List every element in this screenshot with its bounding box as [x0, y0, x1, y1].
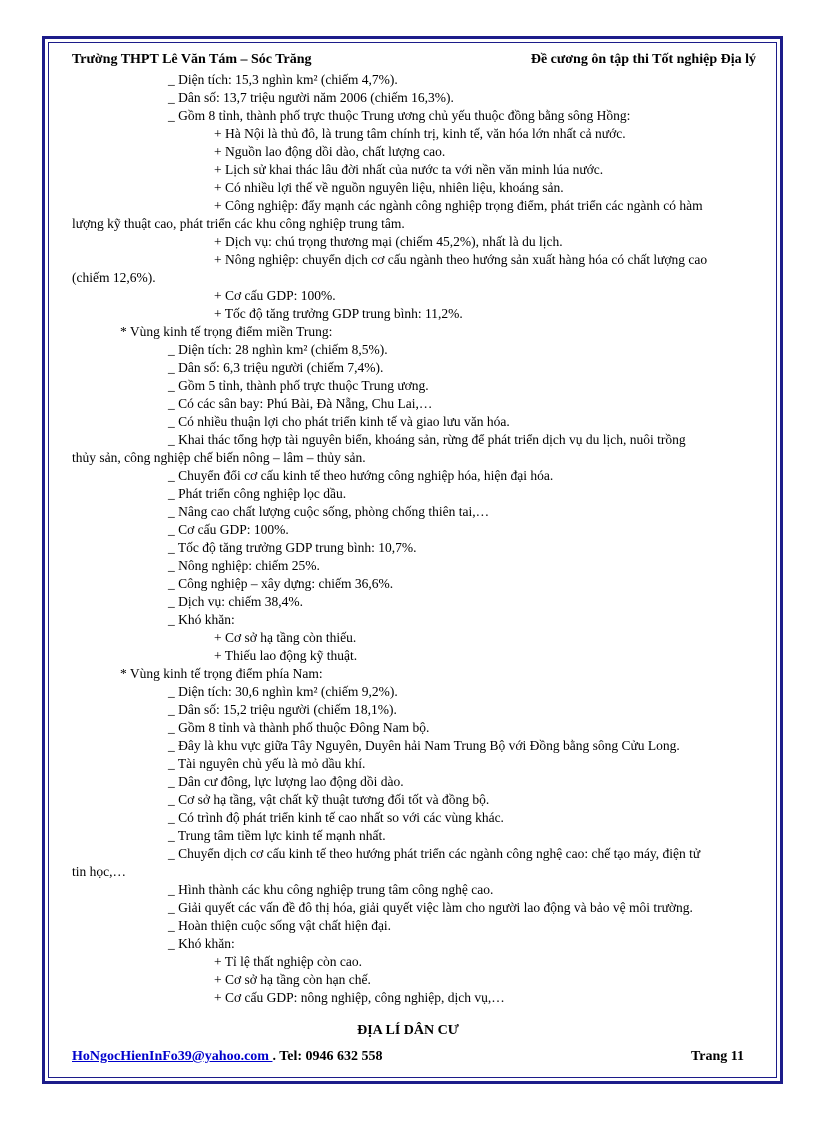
document-title: Đề cương ôn tập thi Tốt nghiệp Địa lý — [530, 52, 756, 67]
section-title: ĐỊA LÍ DÂN CƯ — [357, 1023, 459, 1038]
text-line: _ Nâng cao chất lượng cuộc sống, phòng chống thiên tai,… — [168, 504, 490, 519]
text-line: + Thiếu lao động kỹ thuật. — [214, 648, 358, 663]
text-line: + Cơ sở hạ tầng còn hạn chế. — [214, 972, 371, 987]
text-line: _ Tài nguyên chủ yếu là mỏ dầu khí. — [168, 756, 366, 771]
text-line: _ Khó khăn: — [168, 612, 235, 627]
text-line: _ Gồm 8 tỉnh và thành phố thuộc Đông Nam bộ. — [168, 720, 430, 735]
text-line: _ Diện tích: 15,3 nghìn km² (chiếm 4,7%). — [168, 72, 398, 87]
text-line: _ Giải quyết các vấn đề đô thị hóa, giải quyết việc làm cho người lao động và bảo vệ môi trường. — [168, 900, 693, 915]
text-line: + Tốc độ tăng trưởng GDP trung bình: 11,2%. — [214, 306, 463, 321]
page-footer — [72, 1049, 744, 1069]
page-number: Trang 11 — [690, 1049, 744, 1064]
text-line: _ Có nhiều thuận lợi cho phát triển kinh tế và giao lưu văn hóa. — [168, 414, 510, 429]
text-line: _ Cơ cấu GDP: 100%. — [168, 522, 289, 537]
text-line: + Nông nghiệp: chuyển dịch cơ cấu ngành theo hướng sản xuất hàng hóa có chất lượng cao — [214, 252, 708, 267]
text-line: _ Dân cư đông, lực lượng lao động dồi dào. — [168, 774, 404, 789]
text-line: + Cơ sở hạ tầng còn thiếu. — [214, 630, 357, 645]
text-line: + Cơ cấu GDP: nông nghiệp, công nghiệp, dịch vụ,… — [214, 990, 505, 1005]
text-line: + Nguồn lao động dồi dào, chất lượng cao. — [214, 144, 446, 159]
text-line: + Cơ cấu GDP: 100%. — [214, 288, 336, 303]
text-line: _ Gồm 8 tỉnh, thành phố trực thuộc Trung ương chủ yếu thuộc đồng bằng sông Hồng: — [168, 108, 631, 123]
text-line: tin học,… — [72, 864, 126, 879]
page-header — [72, 52, 756, 72]
phone-number: . Tel: 0946 632 558 — [272, 1049, 383, 1064]
text-line: _ Có các sân bay: Phú Bài, Đà Nẵng, Chu Lai,… — [168, 396, 433, 411]
text-line: _ Khó khăn: — [168, 936, 235, 951]
text-line: + Lịch sử khai thác lâu đời nhất của nước ta với nền văn minh lúa nước. — [214, 162, 604, 177]
text-line: _ Dân số: 13,7 triệu người năm 2006 (chiếm 16,3%). — [168, 90, 454, 105]
text-line: _ Dân số: 15,2 triệu người (chiếm 18,1%). — [168, 702, 397, 717]
text-line: _ Chuyển dịch cơ cấu kinh tế theo hướng phát triển các ngành công nghệ cao: chế tạo máy, điện tử — [168, 846, 701, 861]
text-line: _ Có trình độ phát triển kinh tế cao nhất so với các vùng khác. — [168, 810, 504, 825]
text-line: _ Công nghiệp – xây dựng: chiếm 36,6%. — [168, 576, 394, 591]
text-line: _ Dịch vụ: chiếm 38,4%. — [168, 594, 303, 609]
text-line: (chiếm 12,6%). — [72, 270, 156, 285]
text-line: _ Chuyển đổi cơ cấu kinh tế theo hướng công nghiệp hóa, hiện đại hóa. — [168, 468, 554, 483]
text-line: _ Diện tích: 28 nghìn km² (chiếm 8,5%). — [168, 342, 388, 357]
document-body — [72, 71, 756, 1007]
text-line: _ Cơ sở hạ tầng, vật chất kỹ thuật tương đối tốt và đồng bộ. — [168, 792, 490, 807]
text-line: _ Diện tích: 30,6 nghìn km² (chiếm 9,2%). — [168, 684, 398, 699]
text-line: _ Gồm 5 tỉnh, thành phố trực thuộc Trung ương. — [168, 378, 429, 393]
text-line: * Vùng kinh tế trọng điểm miền Trung: — [120, 324, 333, 339]
text-line: _ Phát triển công nghiệp lọc dầu. — [168, 486, 347, 501]
text-line: _ Tốc độ tăng trưởng GDP trung bình: 10,7%. — [168, 540, 417, 555]
text-line: + Có nhiều lợi thế về nguồn nguyên liệu, nhiên liệu, khoáng sản. — [214, 180, 564, 195]
text-line: _ Đây là khu vực giữa Tây Nguyên, Duyên hải Nam Trung Bộ với Đồng bằng sông Cửu Long. — [168, 738, 680, 753]
text-line: * Vùng kinh tế trọng điểm phía Nam: — [120, 666, 323, 681]
school-name: Trường THPT Lê Văn Tám – Sóc Trăng — [72, 52, 312, 67]
text-line: _ Khai thác tổng hợp tài nguyên biển, khoáng sản, rừng để phát triển dịch vụ du lịch, nuôi trồng — [168, 432, 686, 447]
text-line: _ Dân số: 6,3 triệu người (chiếm 7,4%). — [168, 360, 384, 375]
text-line: + Tỉ lệ thất nghiệp còn cao. — [214, 954, 362, 969]
text-line: _ Hình thành các khu công nghiệp trung tâm công nghệ cao. — [168, 882, 494, 897]
text-line: lượng kỹ thuật cao, phát triển các khu công nghiệp trung tâm. — [72, 216, 405, 231]
text-line: + Dịch vụ: chú trọng thương mại (chiếm 45,2%), nhất là du lịch. — [214, 234, 563, 249]
author-email-link[interactable]: HoNgocHienInFo39@yahoo.com — [72, 1049, 273, 1064]
text-line: thủy sản, công nghiệp chế biến nông – lâm – thủy sản. — [72, 450, 366, 465]
text-line: + Hà Nội là thủ đô, là trung tâm chính trị, kinh tế, văn hóa lớn nhất cả nước. — [214, 126, 626, 141]
text-line: + Công nghiệp: đẩy mạnh các ngành công nghiệp trọng điểm, phát triển các ngành có hàm — [214, 198, 703, 213]
text-line: _ Nông nghiệp: chiếm 25%. — [168, 558, 320, 573]
text-line: _ Hoàn thiện cuộc sống vật chất hiện đại. — [168, 918, 392, 933]
text-line: _ Trung tâm tiềm lực kinh tế mạnh nhất. — [168, 828, 386, 843]
